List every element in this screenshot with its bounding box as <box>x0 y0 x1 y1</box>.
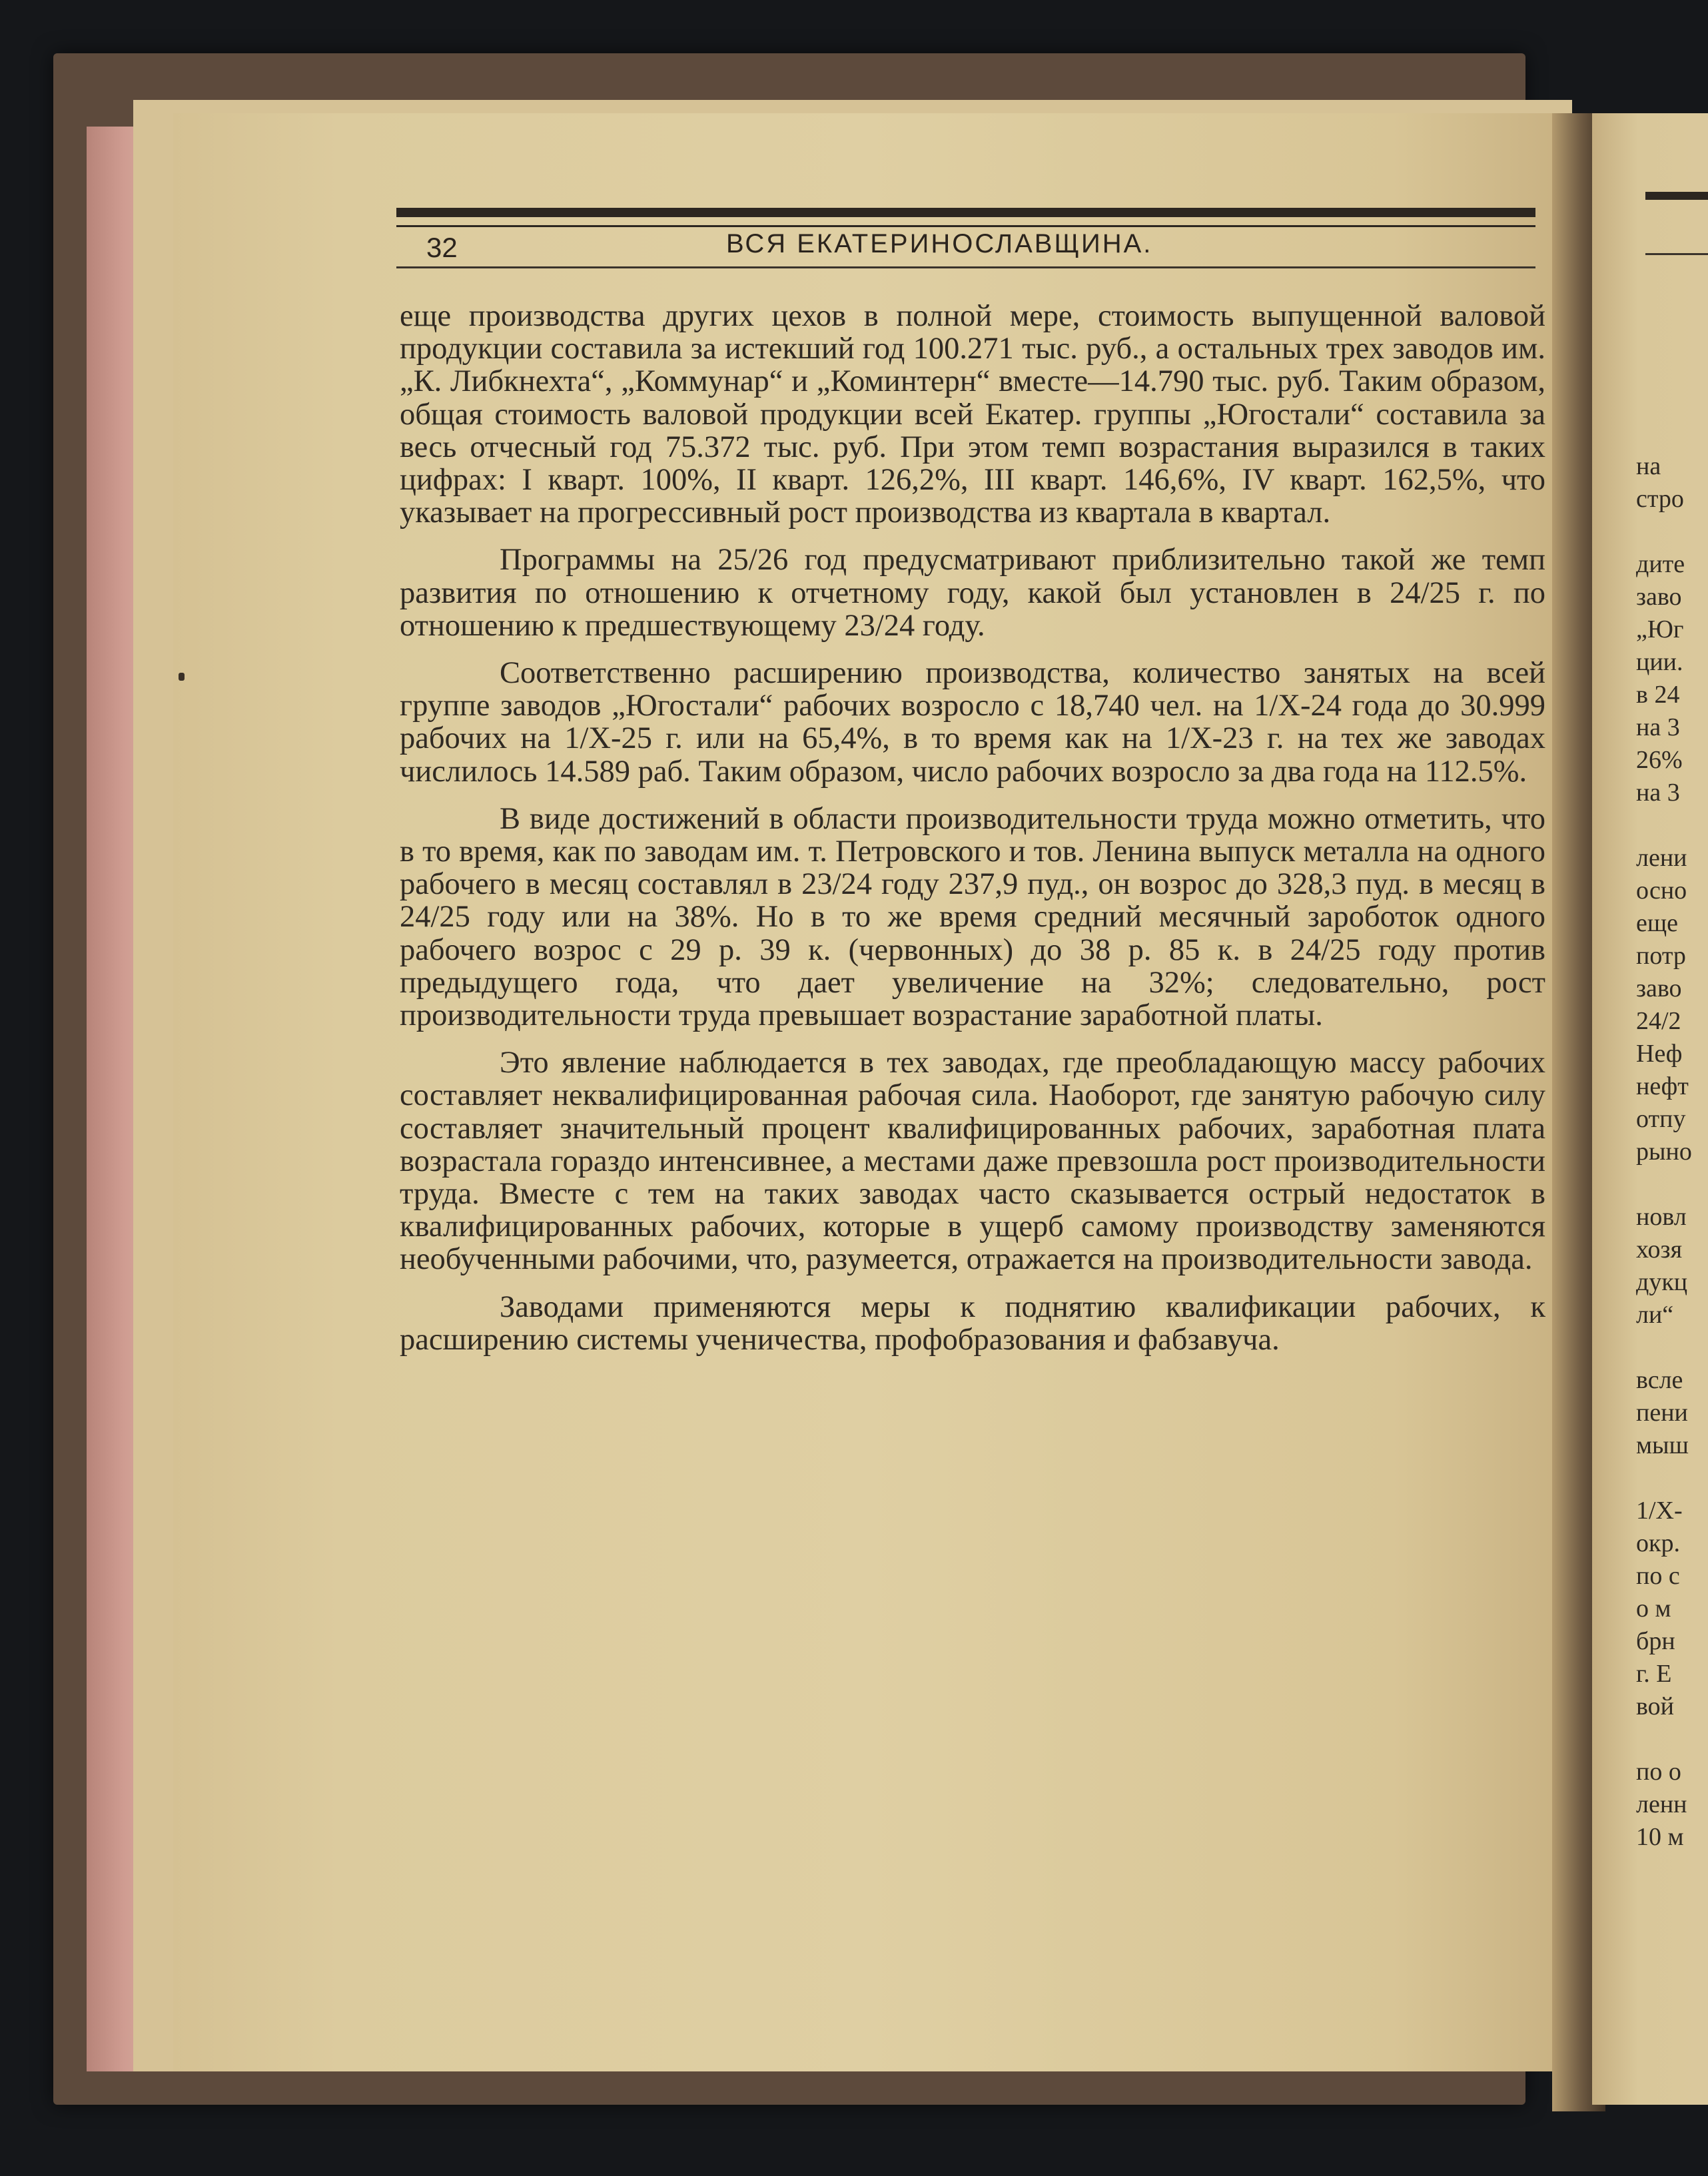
right-header-rule-thin <box>1645 253 1708 255</box>
running-head: ВСЯ ЕКАТЕРИНОСЛАВЩИНА. <box>726 229 1153 258</box>
body-text <box>400 300 1545 1356</box>
right-header-rule <box>1645 192 1708 200</box>
right-page <box>1592 113 1708 2105</box>
paragraph: Заводами применяются меры к поднятию квалификации рабочих, к расширению системы ученичества, профобразования и фабзавуча. <box>400 1289 1545 1357</box>
header-rule-bottom <box>396 266 1535 268</box>
paragraph: Соответственно расширению производства, количество занятых на всей группе заводов „Югостали“ рабочих возросло с 18,740 чел. на 1/Х-24 года до 30.999 рабочих на 1/Х-25 г. или на 65,4%, в то время как на 1/Х-23 г. на тех же заводах числилось 14.589 раб. Таким образом, число рабочих возросло за два года на 112.5%. <box>400 656 1545 789</box>
paragraph: Это явление наблюдается в тех заводах, где преобладающую массу рабочих составляет неквалифицированная рабочая сила. Наоборот, где занятую рабочую силу составляет значительный процент квалифицированных рабочих, заработная плата возрастала гораздо интенсивнее, а местами даже превзошла рост производительности труда. Вместе с тем на таких заводах часто сказывается острый недостаток в квалифицированных рабочих, которые в ущерб самому производству заменяются необученными рабочими, что, разумеется, отражается на производительности завода. <box>400 1046 1545 1277</box>
paragraph: еще производства других цехов в полной мере, стоимость выпущенной валовой продукции составила за истекший год 100.271 тыс. руб., а остальных трех заводов им. „К. Либкнехта“, „Коммунар“ и „Коминтерн“ вместе—14.790 тыс. руб. Таким образом, общая стоимость валовой продукции всей Екатер. группы „Югостали“ составила за весь отчесный год 75.372 тыс. руб. При этом темп возрастания выразился в таких цифрах: I кварт. 100%, II кварт. 126,2%, III кварт. 146,6%, IV кварт. 162,5%, что указывает на прогрессивный рост производства из квартала в квартал. <box>400 299 1545 530</box>
facing-page-text: на стро дите заво „Юг ции. в 24 на 3 26% на 3 лени осно еще потр заво 24/2 Неф нефт отпу рыно новл хозя дукц ли“ всле пени мыш 1/Х- окр. по с о м брн г. Е вой по о ленн 10 м <box>1636 452 1692 1851</box>
header-rule-thick <box>396 208 1535 217</box>
paragraph: В виде достижений в области производительности труда можно отметить, что в то время, как по заводам им. т. Петровского и тов. Ленина выпуск металла на одного рабочего в месяц составлял в 23/24 году 237,9 пуд., он возрос до 328,3 пуд. в месяц в 24/25 году или на 38%. Но в то же время средний месячный зароботок одного рабочего возрос с 29 р. 39 к. (червонных) до 38 р. 85 к. в 24/25 году против предыдущего года, что дает увеличение на 32%; следовательно, рост производительности труда превышает возрастание заработной платы. <box>400 801 1545 1033</box>
page-number: 32 <box>426 232 458 263</box>
ink-spot <box>179 673 185 681</box>
paragraph: Программы на 25/26 год предусматривают приблизительно такой же темп развития по отношению к отчетному году, какой был установлен в 24/25 г. по отношению к предшествующему 23/24 году. <box>400 543 1545 643</box>
header-rule-thin <box>396 225 1535 227</box>
